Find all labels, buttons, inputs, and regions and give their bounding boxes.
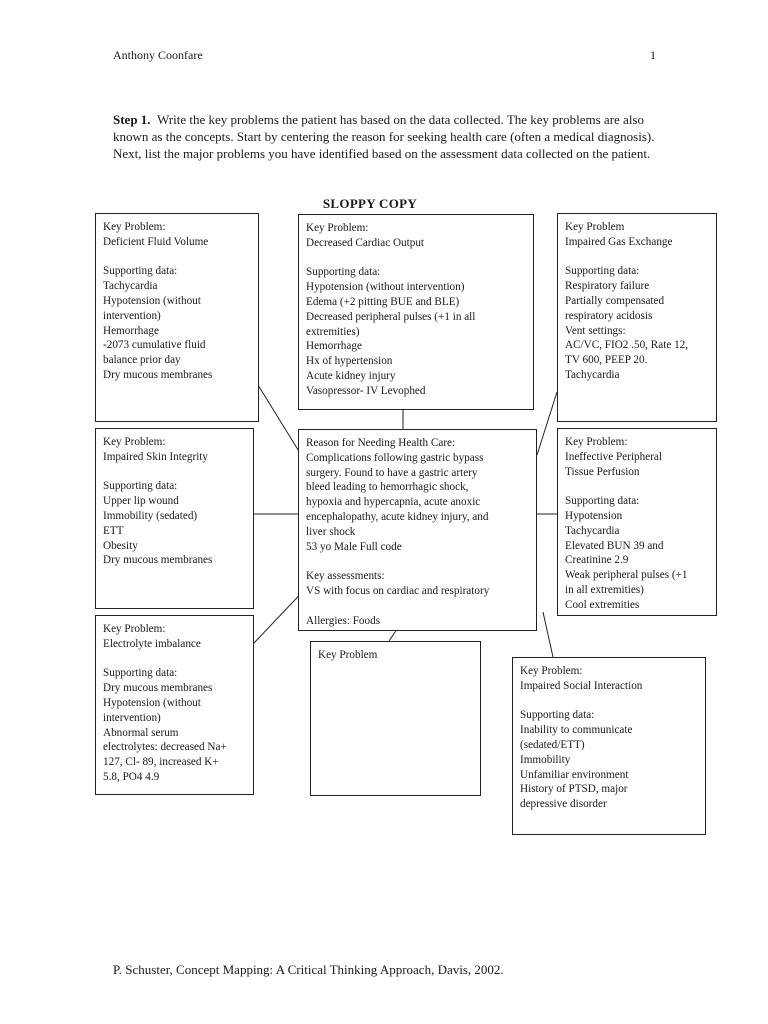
perfusion-heading-line: Tissue Perfusion: [565, 465, 640, 478]
key-problem-gas-exchange: [557, 213, 717, 422]
cardiac-body-line: extremities): [306, 325, 360, 338]
spacer: [565, 250, 709, 265]
cardiac-body-line: Edema (+2 pitting BUE and BLE): [306, 295, 460, 308]
key-problem-electrolyte-imbalance: [95, 615, 254, 795]
center-heading-line: Reason for Needing Health Care:: [306, 437, 456, 449]
gas-body-line: TV 600, PEEP 20.: [565, 354, 648, 367]
social-body-line: (sedated/ETT): [520, 738, 585, 751]
center-heading-line: hypoxia and hypercapnia, acute anoxic: [306, 496, 481, 509]
social-body-line: History of PTSD, major: [520, 783, 628, 796]
key-problem-social-interaction: [512, 657, 706, 835]
fluid-body-line: balance prior day: [103, 354, 181, 367]
perfusion-body-line: in all extremities): [565, 583, 644, 596]
cardiac-heading-line: Key Problem:: [306, 222, 369, 234]
electrolyte-heading-line: Key Problem:: [103, 623, 166, 635]
connector-social: [543, 612, 553, 657]
perfusion-body-line: Creatinine 2.9: [565, 554, 629, 567]
social-body-line: Inability to communicate: [520, 724, 633, 737]
cardiac-body-line: Hemorrhage: [306, 340, 362, 353]
cardiac-body-line: Vasopressor- IV Levophed: [306, 384, 426, 397]
cardiac-body-line: Hypotension (without intervention): [306, 281, 465, 294]
center-heading-line: surgery. Found to have a gastric artery: [306, 466, 478, 479]
fluid-body-line: Dry mucous membranes: [103, 368, 213, 381]
skin-body-line: Obesity: [103, 539, 138, 552]
perfusion-heading-line: Key Problem:: [565, 436, 628, 448]
social-heading-line: Impaired Social Interaction: [520, 679, 643, 692]
perfusion-heading-line: Ineffective Peripheral: [565, 450, 663, 463]
spacer: [520, 694, 698, 709]
gas-heading-line: Impaired Gas Exchange: [565, 235, 673, 248]
empty-heading-line: Key Problem: [318, 649, 378, 661]
center-footer-line: Allergies: Foods: [306, 614, 381, 627]
cardiac-heading-line: Decreased Cardiac Output: [306, 236, 425, 249]
spacer: [306, 599, 529, 614]
gas-body-line: Partially compensated: [565, 294, 665, 307]
connector-gas: [537, 392, 557, 455]
center-body-line: Key assessments:: [306, 570, 385, 583]
gas-body-line: respiratory acidosis: [565, 309, 653, 322]
perfusion-body-line: Tachycardia: [565, 524, 620, 537]
skin-body-line: Supporting data:: [103, 480, 178, 493]
social-body-line: Unfamiliar environment: [520, 768, 629, 781]
key-problem-skin-integrity: [95, 428, 254, 609]
gas-body-line: Respiratory failure: [565, 280, 650, 293]
fluid-heading-line: Deficient Fluid Volume: [103, 235, 209, 248]
author-name: Anthony Coonfare: [113, 48, 203, 62]
center-body-line: VS with focus on cardiac and respiratory: [306, 584, 490, 597]
step-text: Write the key problems the patient has based on the data collected. The key problems are also known as the concepts. Start by centering the reason for seeking health care (often a medical diagnosis). Next, list the major problems you have identified based on the assessment data collected on the patient.: [113, 112, 655, 161]
citation: P. Schuster, Concept Mapping: A Critical Thinking Approach, Davis, 2002.: [113, 962, 504, 977]
electrolyte-body-line: electrolytes: decreased Na+: [103, 741, 227, 754]
cardiac-body-line: Decreased peripheral pulses (+1 in all: [306, 310, 476, 323]
spacer: [103, 250, 251, 265]
spacer: [306, 251, 526, 266]
map-title: SLOPPY COPY: [322, 196, 418, 211]
skin-heading-line: Key Problem:: [103, 436, 166, 448]
spacer: [306, 554, 529, 569]
skin-body-line: Immobility (sedated): [103, 509, 198, 522]
center-heading-line: bleed leading to hemorrhagic shock,: [306, 481, 469, 494]
perfusion-body-line: Cool extremities: [565, 598, 640, 611]
key-problem-tissue-perfusion: [557, 428, 717, 616]
page-number: 1: [650, 48, 656, 62]
social-body-line: Supporting data:: [520, 709, 595, 722]
connector-fluid: [258, 385, 300, 453]
gas-body-line: AC/VC, FIO2 .50, Rate 12,: [565, 339, 689, 352]
skin-heading-line: Impaired Skin Integrity: [103, 450, 209, 463]
perfusion-body-line: Weak peripheral pulses (+1: [565, 569, 688, 582]
perfusion-body-line: Hypotension: [565, 509, 623, 522]
cardiac-body-line: Hx of hypertension: [306, 355, 393, 368]
center-heading-line: encephalopathy, acute kidney injury, and: [306, 510, 489, 523]
spacer: [103, 652, 246, 667]
skin-body-line: Dry mucous membranes: [103, 554, 213, 567]
perfusion-body-line: Elevated BUN 39 and: [565, 539, 664, 552]
fluid-body-line: intervention): [103, 309, 161, 322]
gas-body-line: Supporting data:: [565, 265, 640, 278]
reason-for-health-care: [298, 429, 537, 631]
electrolyte-body-line: intervention): [103, 711, 161, 724]
center-heading-line: liver shock: [306, 525, 356, 538]
gas-heading-line: Key Problem: [565, 221, 625, 233]
electrolyte-body-line: Abnormal serum: [103, 726, 179, 739]
key-problem-empty: [310, 641, 481, 796]
spacer: [565, 479, 709, 494]
social-body-line: Immobility: [520, 753, 571, 766]
key-problem-cardiac-output: [298, 214, 534, 410]
gas-body-line: Tachycardia: [565, 368, 620, 381]
perfusion-body-line: Supporting data:: [565, 495, 640, 508]
electrolyte-body-line: 5.8, PO4 4.9: [103, 770, 160, 783]
fluid-body-line: Supporting data:: [103, 265, 178, 278]
center-heading-line: Complications following gastric bypass: [306, 451, 484, 464]
cardiac-body-line: Acute kidney injury: [306, 369, 396, 382]
fluid-body-line: Hemorrhage: [103, 324, 159, 337]
electrolyte-body-line: Hypotension (without: [103, 696, 201, 709]
social-heading-line: Key Problem:: [520, 665, 583, 677]
electrolyte-body-line: 127, Cl- 89, increased K+: [103, 756, 219, 769]
social-body-line: depressive disorder: [520, 798, 607, 811]
spacer: [103, 465, 246, 480]
step-label: Step 1.: [113, 112, 151, 127]
gas-body-line: Vent settings:: [565, 324, 626, 337]
electrolyte-body-line: Dry mucous membranes: [103, 682, 213, 695]
fluid-heading-line: Key Problem:: [103, 221, 166, 233]
fluid-body-line: Tachycardia: [103, 280, 158, 293]
skin-body-line: Upper lip wound: [103, 495, 179, 508]
fluid-body-line: -2073 cumulative fluid: [103, 339, 206, 352]
center-heading-line: 53 yo Male Full code: [306, 540, 402, 553]
fluid-body-line: Hypotension (without: [103, 294, 201, 307]
skin-body-line: ETT: [103, 524, 124, 537]
cardiac-body-line: Supporting data:: [306, 266, 381, 279]
key-problem-fluid-volume: [95, 213, 259, 422]
electrolyte-heading-line: Electrolyte imbalance: [103, 637, 201, 650]
electrolyte-body-line: Supporting data:: [103, 667, 178, 680]
